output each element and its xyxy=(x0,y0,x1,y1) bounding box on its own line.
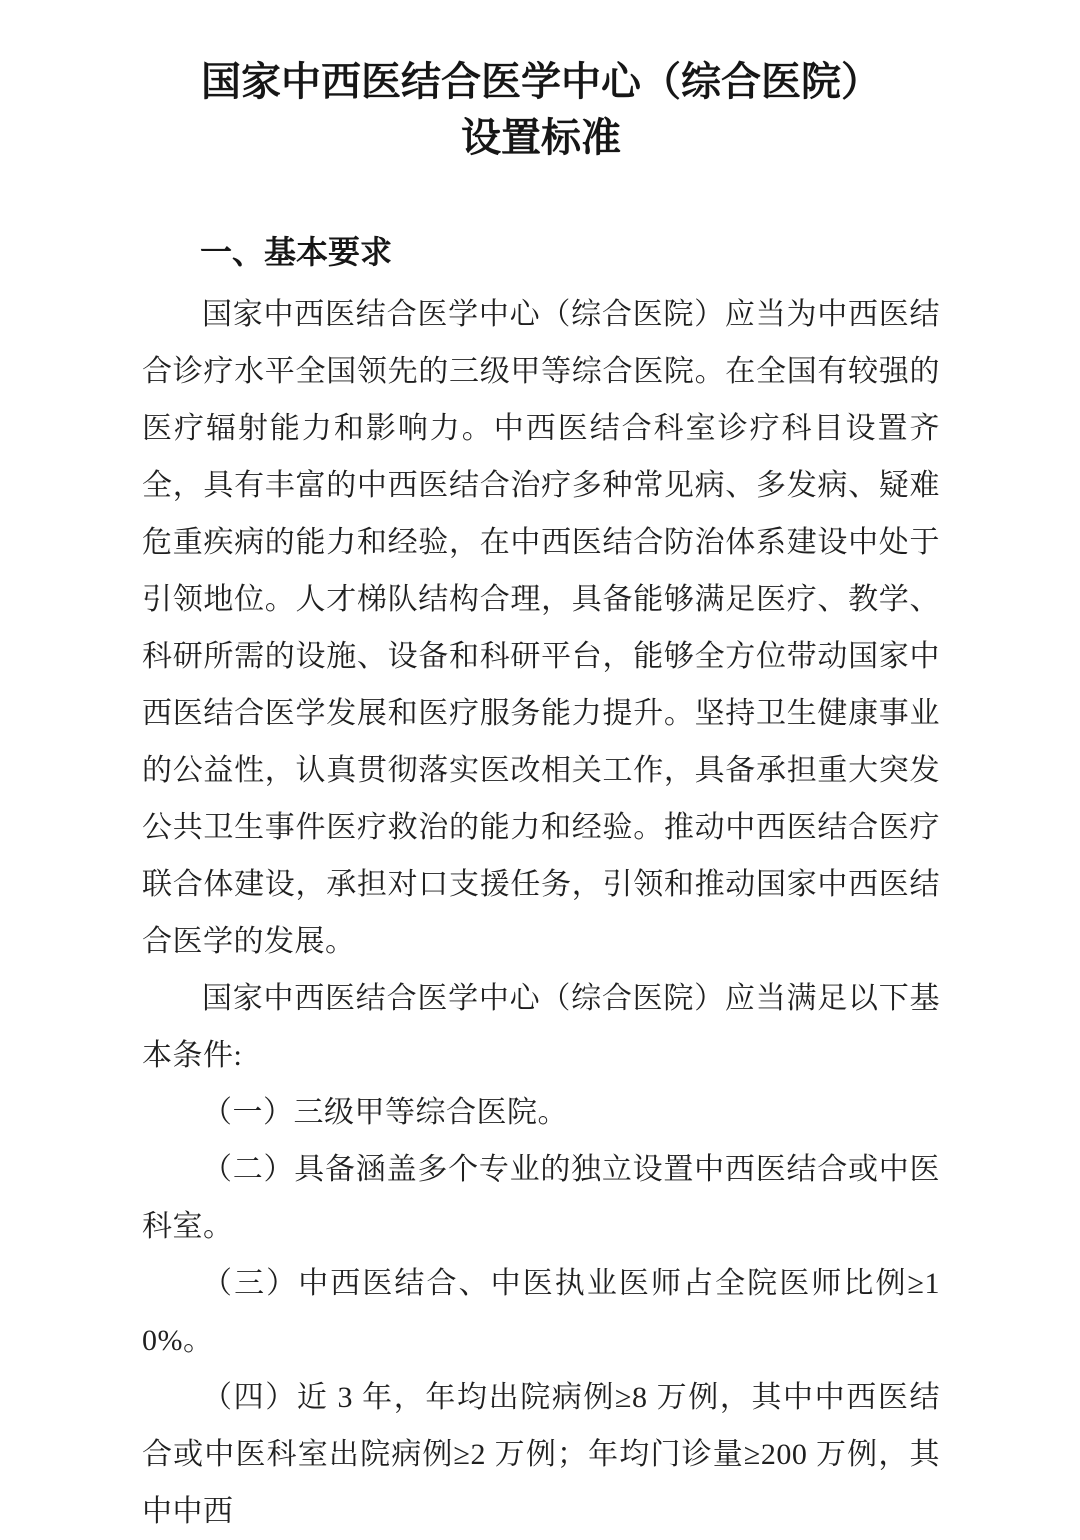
paragraph-basic-requirements: 国家中西医结合医学中心（综合医院）应当为中西医结合诊疗水平全国领先的三级甲等综合医院。在全国有较强的医疗辐射能力和影响力。中西医结合科室诊疗科目设置齐全，具有丰富的中西医结合治疗多种常见病、多发病、疑难危重疾病的能力和经验，在中西医结合防治体系建设中处于引领地位。人才梯队结构合理，具备能够满足医疗、教学、科研所需的设施、设备和科研平台，能够全方位带动国家中西医结合医学发展和医疗服务能力提升。坚持卫生健康事业的公益性，认真贯彻落实医改相关工作，具备承担重大突发公共卫生事件医疗救治的能力和经验。推动中西医结合医疗联合体建设，承担对口支援任务，引领和推动国家中西医结合医学的发展。 xyxy=(142,298,940,958)
condition-item-1: （一）三级甲等综合医院。 xyxy=(202,1096,568,1129)
document-title-line-1: 国家中西医结合医学中心（综合医院） xyxy=(201,60,881,104)
condition-item-3: （三）中西医结合、中医执业医师占全院医师比例≥10%。 xyxy=(142,1267,940,1357)
section-heading-basic-requirements: 一、基本要求 xyxy=(200,234,393,270)
condition-item-2: （二）具备涵盖多个专业的独立设置中西医结合或中医科室。 xyxy=(142,1153,940,1243)
condition-item-4: （四）近 3 年，年均出院病例≥8 万例，其中中西医结合或中医科室出院病例≥2 万例；年均门诊量≥200 万例，其中中西 xyxy=(142,1381,940,1528)
document-title-line-2: 设置标准 xyxy=(461,116,621,160)
paragraph-basic-conditions-intro: 国家中西医结合医学中心（综合医院）应当满足以下基本条件: xyxy=(142,982,940,1072)
document-title xyxy=(142,54,940,166)
